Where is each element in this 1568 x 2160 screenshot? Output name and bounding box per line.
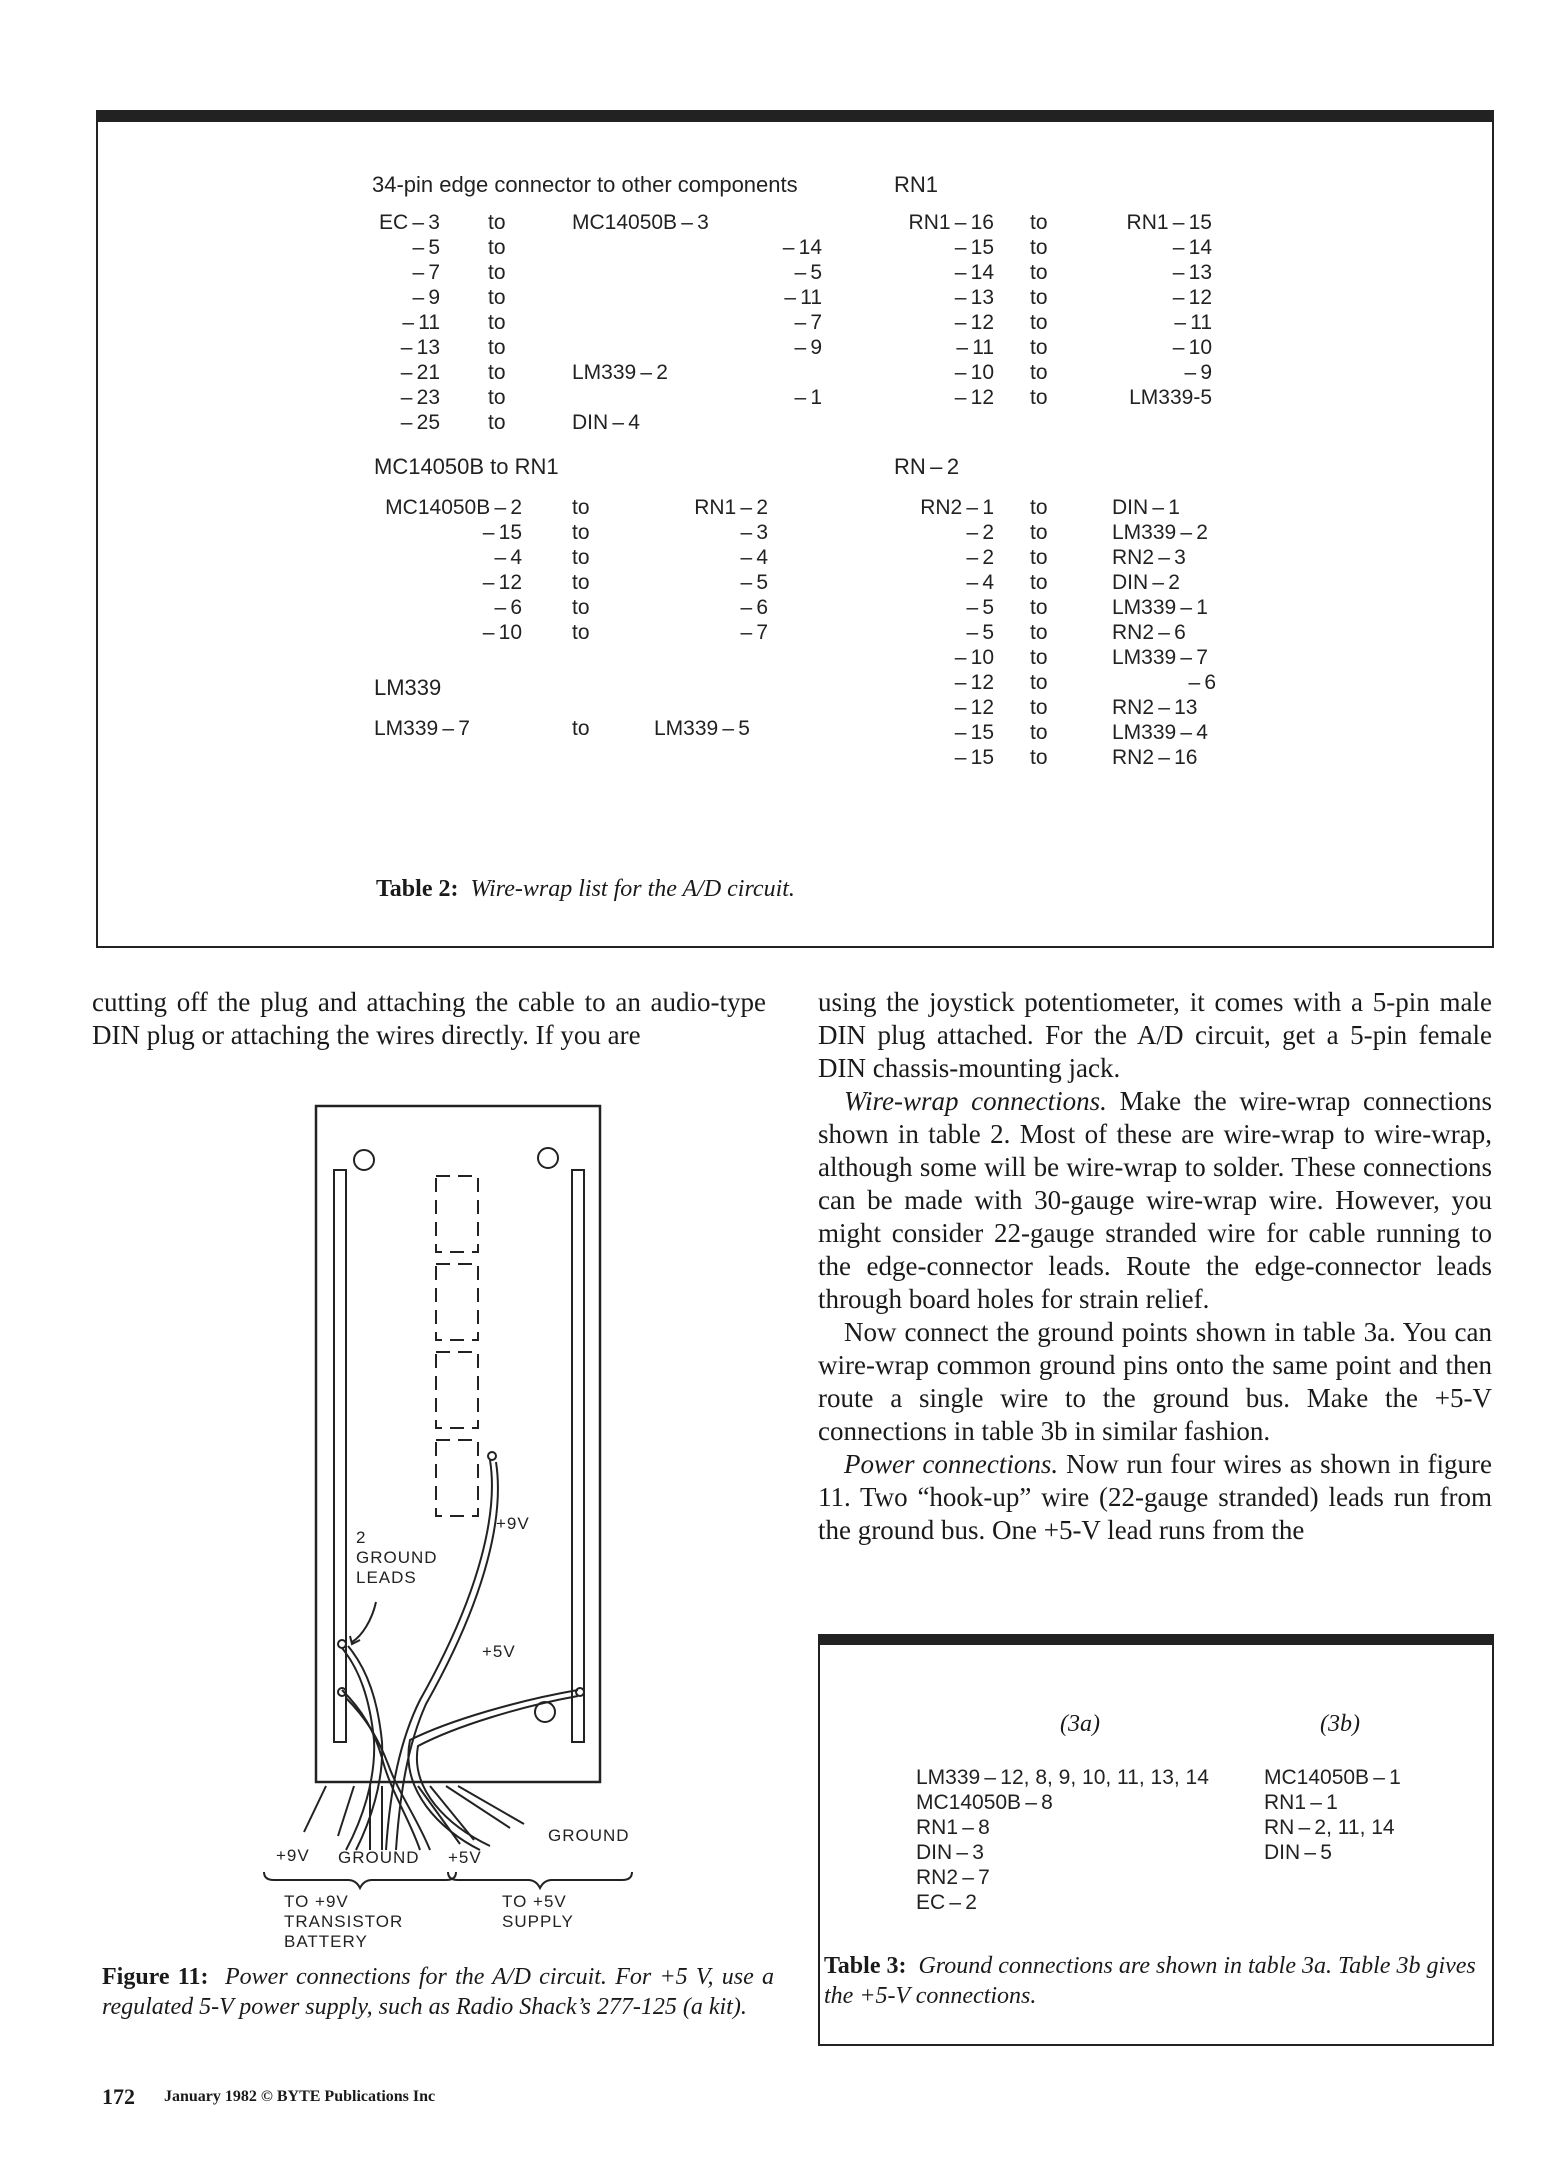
table-cell-source: – 12 bbox=[482, 571, 522, 594]
table-cell-target: – 7 bbox=[740, 621, 768, 644]
table-cell-to: to bbox=[1030, 211, 1048, 234]
table-cell-source: – 13 bbox=[400, 336, 440, 359]
table-cell-source: – 12 bbox=[954, 386, 994, 409]
table-cell-to: to bbox=[1030, 261, 1048, 284]
table3-cell-ground: MC14050B – 8 bbox=[916, 1791, 1053, 1814]
table-cell-source: – 5 bbox=[966, 621, 994, 644]
table-cell-target: – 1 bbox=[794, 386, 822, 409]
table-cell-target: – 12 bbox=[1172, 286, 1212, 309]
table-cell-source: RN2 – 1 bbox=[920, 496, 994, 519]
table-cell-target: – 4 bbox=[740, 546, 768, 569]
table2-sec5-title: RN – 2 bbox=[894, 454, 960, 479]
table2-sec5-target-col bbox=[1112, 495, 1296, 770]
table-cell-target: RN1 – 15 bbox=[1126, 211, 1212, 234]
table-cell-target: LM339 – 2 bbox=[1112, 521, 1208, 544]
table-cell-target: – 7 bbox=[794, 311, 822, 334]
footer-info: January 1982 © BYTE Publications Inc bbox=[164, 2088, 436, 2105]
table-cell-target: LM339 – 4 bbox=[1112, 721, 1208, 744]
brace-to-5v bbox=[448, 1872, 632, 1888]
ic-socket-4 bbox=[436, 1440, 478, 1516]
table-cell-to: to bbox=[1030, 746, 1048, 769]
table-cell-to: to bbox=[572, 571, 590, 594]
label-to-5v-supply: TO +5V SUPPLY bbox=[502, 1892, 574, 1931]
table2-sec1-title: 34-pin edge connector to other components bbox=[372, 172, 798, 197]
table-cell-source: – 5 bbox=[966, 596, 994, 619]
table-cell-source: – 2 bbox=[966, 546, 994, 569]
table-cell-target: RN2 – 16 bbox=[1112, 746, 1198, 769]
table-cell-to: to bbox=[1030, 311, 1048, 334]
table-3-box bbox=[818, 1634, 1494, 2046]
table2-sec1-target-col-right bbox=[658, 210, 822, 435]
table-cell-to: to bbox=[488, 311, 506, 334]
table-cell-target: – 11 bbox=[1174, 311, 1212, 334]
figure-11-caption bbox=[102, 1962, 774, 2022]
figure-11-caption-text: Power connections for the A/D circuit. For +5 V, use a regulated 5-V power supply, such as Radio Shack’s 277-125 (a kit). bbox=[102, 1964, 775, 2020]
table-cell-to: to bbox=[572, 496, 590, 519]
table-cell-target: DIN – 1 bbox=[1112, 496, 1180, 519]
table2-sec1-source-col bbox=[368, 210, 440, 435]
table-cell-source: – 15 bbox=[954, 746, 994, 769]
table-cell-source: EC – 3 bbox=[379, 211, 440, 234]
table-cell-to: to bbox=[488, 211, 506, 234]
table3-cell-ground: RN2 – 7 bbox=[916, 1866, 990, 1889]
table-cell-source: – 10 bbox=[954, 361, 994, 384]
table-cell-target: RN1 – 2 bbox=[694, 496, 768, 519]
table-cell-target bbox=[658, 360, 822, 385]
table3-col-3a bbox=[916, 1765, 1209, 1915]
table2-sec4-target-col bbox=[1108, 210, 1212, 410]
table-cell-source: MC14050B – 2 bbox=[385, 496, 522, 519]
table2-sec5-to-col bbox=[1030, 495, 1048, 770]
table-cell-source: – 15 bbox=[482, 521, 522, 544]
label-ground-leads: 2 GROUND LEADS bbox=[356, 1528, 438, 1587]
table-cell-source: RN1 – 16 bbox=[908, 211, 994, 234]
table-cell-target: – 5 bbox=[794, 261, 822, 284]
table-cell-source: – 4 bbox=[966, 571, 994, 594]
table-cell-to: to bbox=[1030, 386, 1048, 409]
table2-sec3-to: to bbox=[572, 717, 590, 740]
table2-sec1-to-col bbox=[488, 210, 506, 435]
ic-socket-1 bbox=[436, 1176, 478, 1252]
table-cell-source: – 6 bbox=[494, 596, 522, 619]
table-cell-source: – 7 bbox=[412, 261, 440, 284]
table-cell-target: – 6 bbox=[1188, 671, 1216, 694]
ground-lead-1-b bbox=[348, 1646, 382, 1850]
table2-sec2-title: MC14050B to RN1 bbox=[374, 454, 559, 479]
table-cell-source: – 15 bbox=[954, 236, 994, 259]
table3-head-3a: (3a) bbox=[1060, 1711, 1100, 1737]
table2-sec2-target-col bbox=[654, 495, 768, 645]
mounting-hole-top-right bbox=[538, 1148, 558, 1168]
table3-cell-5v: RN – 2, 11, 14 bbox=[1264, 1816, 1395, 1839]
para-power: Power connections. Now run four wires as shown in figure 11. Two “hook-up” wire (22-gauge stranded) leads run from the ground bus. One +5-V lead runs from the bbox=[818, 1449, 1492, 1545]
table-cell-source: – 12 bbox=[954, 311, 994, 334]
table2-sec2-to-col bbox=[572, 495, 590, 645]
table-cell-to: to bbox=[488, 336, 506, 359]
table-cell-target: – 3 bbox=[740, 521, 768, 544]
table-cell-target: – 11 bbox=[784, 286, 822, 309]
label-9v-bottom: +9V bbox=[276, 1846, 310, 1865]
table-cell-target: – 10 bbox=[1172, 336, 1212, 359]
table-cell-to: to bbox=[1030, 596, 1048, 619]
table3-head-3b: (3b) bbox=[1320, 1711, 1360, 1737]
table3-cell-5v: DIN – 5 bbox=[1264, 1841, 1332, 1864]
table-cell-source: – 23 bbox=[400, 386, 440, 409]
table-cell-to: to bbox=[1030, 286, 1048, 309]
figure-11-caption-label: Figure 11: bbox=[102, 1964, 209, 1990]
table-cell-to: to bbox=[488, 361, 506, 384]
table3-cell-5v: MC14050B – 1 bbox=[1264, 1766, 1401, 1789]
table-cell-source: – 21 bbox=[400, 361, 440, 384]
table-cell-source: – 14 bbox=[954, 261, 994, 284]
mounting-hole-top-left bbox=[354, 1150, 374, 1170]
table-cell-to: to bbox=[488, 236, 506, 259]
page-number: 172 bbox=[102, 2084, 135, 2109]
table-cell-target: RN2 – 13 bbox=[1112, 696, 1198, 719]
table-cell-to: to bbox=[1030, 521, 1048, 544]
table-cell-source: – 10 bbox=[482, 621, 522, 644]
label-ground-bottom: GROUND bbox=[338, 1848, 420, 1867]
circuit-board-outline bbox=[316, 1106, 600, 1782]
table-cell-to: to bbox=[1030, 721, 1048, 744]
table-cell-to: to bbox=[572, 521, 590, 544]
table3-col-3b bbox=[1264, 1765, 1401, 1865]
table-cell-source: – 13 bbox=[954, 286, 994, 309]
ground-bus-bar bbox=[334, 1170, 346, 1742]
table3-cell-ground: DIN – 3 bbox=[916, 1841, 984, 1864]
table-cell-to: to bbox=[1030, 236, 1048, 259]
table-cell-to: to bbox=[1030, 621, 1048, 644]
table-cell-source: – 15 bbox=[954, 721, 994, 744]
power-bus-bar bbox=[572, 1170, 584, 1742]
table-cell-to: to bbox=[1030, 571, 1048, 594]
table-2-box bbox=[96, 110, 1494, 948]
table2-sec2-source-col bbox=[372, 495, 522, 645]
table-cell-source: – 9 bbox=[412, 286, 440, 309]
table-cell-target: LM339-5 bbox=[1129, 386, 1212, 409]
table-cell-target: DIN – 2 bbox=[1112, 571, 1180, 594]
para-din-jack: using the joystick potentiometer, it comes with a 5-pin male DIN plug attached. For the A/D circuit, get a 5-pin female DIN chassis-mounting jack. bbox=[818, 987, 1492, 1083]
left-column-text: cutting off the plug and attaching the cable to an audio-type DIN plug or attaching the wires directly. If you are bbox=[92, 987, 766, 1050]
table-cell-target: RN2 – 3 bbox=[1112, 546, 1186, 569]
ic-socket-3 bbox=[436, 1352, 478, 1428]
label-to-9v-battery: TO +9V TRANSISTOR BATTERY bbox=[284, 1892, 404, 1951]
table-cell-target: MC14050B – 3 bbox=[572, 211, 709, 234]
table-cell-to: to bbox=[572, 546, 590, 569]
table-cell-source: – 12 bbox=[954, 696, 994, 719]
right-column-text bbox=[818, 986, 1492, 1547]
table-cell-to: to bbox=[1030, 646, 1048, 669]
table2-sec5-source-col bbox=[888, 495, 994, 770]
table-cell-to: to bbox=[488, 286, 506, 309]
label-5v-top: +5V bbox=[482, 1642, 516, 1661]
label-5v-bottom: +5V bbox=[448, 1848, 482, 1867]
table-cell-target: – 6 bbox=[740, 596, 768, 619]
table2-sec3-source: LM339 – 7 bbox=[374, 717, 470, 740]
table-cell-to: to bbox=[488, 386, 506, 409]
table3-cell-ground: EC – 2 bbox=[916, 1891, 977, 1914]
table3-cell-ground: LM339 – 12, 8, 9, 10, 11, 13, 14 bbox=[916, 1766, 1209, 1789]
table-cell-target bbox=[658, 410, 822, 435]
table-cell-target: LM339 – 1 bbox=[1112, 596, 1208, 619]
table-cell-source: – 12 bbox=[954, 671, 994, 694]
table2-caption-text: Wire-wrap list for the A/D circuit. bbox=[470, 876, 795, 902]
table-cell-target: LM339 – 2 bbox=[572, 361, 668, 384]
figure-11-diagram bbox=[250, 1090, 670, 1910]
table-cell-source: – 5 bbox=[412, 236, 440, 259]
ic-socket-2 bbox=[436, 1264, 478, 1340]
table-cell-to: to bbox=[1030, 496, 1048, 519]
table2-sec3-title: LM339 bbox=[374, 675, 442, 700]
table-cell-target bbox=[658, 210, 822, 235]
table-cell-to: to bbox=[1030, 671, 1048, 694]
table-cell-source: – 4 bbox=[494, 546, 522, 569]
table-cell-source: – 10 bbox=[954, 646, 994, 669]
table2-caption bbox=[376, 874, 795, 904]
para-wire-wrap: Wire-wrap connections. Make the wire-wrap connections shown in table 2. Most of these are wire-wrap to wire-wrap, although some will be wire-wrap to solder. These connections can be made with 30-gauge wire-wrap wire. However, you might consider 22-gauge stranded wire for cable running to the edge-connector leads. Route the edge-connector leads through board holes for strain relief. bbox=[818, 1086, 1492, 1314]
table-cell-to: to bbox=[1030, 696, 1048, 719]
table3-caption-label: Table 3: bbox=[824, 1953, 907, 1979]
table-cell-source: – 25 bbox=[400, 411, 440, 434]
table3-caption bbox=[824, 1951, 1484, 2011]
table-cell-source: – 2 bbox=[966, 521, 994, 544]
label-ground-right: GROUND bbox=[548, 1826, 630, 1845]
table-cell-target: – 5 bbox=[740, 571, 768, 594]
table-cell-to: to bbox=[488, 261, 506, 284]
table3-cell-5v: RN1 – 1 bbox=[1264, 1791, 1338, 1814]
para-ground-points: Now connect the ground points shown in table 3a. You can wire-wrap common ground pins onto the same point and then route a single wire to the ground bus. Make the +5-V connections in table 3b in similar fashion. bbox=[818, 1317, 1492, 1446]
table-cell-target: – 9 bbox=[1184, 361, 1212, 384]
table-cell-target: – 9 bbox=[794, 336, 822, 359]
label-9v-top: +9V bbox=[496, 1514, 530, 1533]
table2-sec4-title: RN1 bbox=[894, 172, 939, 197]
table2-sec3-target: LM339 – 5 bbox=[654, 717, 750, 740]
table3-cell-ground: RN1 – 8 bbox=[916, 1816, 990, 1839]
table-cell-target: – 14 bbox=[782, 236, 822, 259]
table-cell-target: LM339 – 7 bbox=[1112, 646, 1208, 669]
table-cell-to: to bbox=[1030, 361, 1048, 384]
table-cell-target: – 14 bbox=[1172, 236, 1212, 259]
brace-to-9v bbox=[264, 1872, 456, 1888]
table3-caption-text: Ground connections are shown in table 3a. Table 3b gives the +5-V connections. bbox=[824, 1953, 1476, 2009]
table-cell-to: to bbox=[488, 411, 506, 434]
table-cell-target: – 13 bbox=[1172, 261, 1212, 284]
table-cell-to: to bbox=[572, 596, 590, 619]
table-cell-to: to bbox=[1030, 336, 1048, 359]
table2-caption-label: Table 2: bbox=[376, 876, 459, 902]
table-cell-target: RN2 – 6 bbox=[1112, 621, 1186, 644]
table-cell-source: – 11 bbox=[956, 336, 994, 359]
table-cell-to: to bbox=[1030, 546, 1048, 569]
table-cell-target: DIN – 4 bbox=[572, 411, 640, 434]
table-cell-source: – 11 bbox=[402, 311, 440, 334]
table-cell-to: to bbox=[572, 621, 590, 644]
table2-sec4-to-col bbox=[1030, 210, 1048, 410]
table2-sec4-source-col bbox=[888, 210, 994, 410]
